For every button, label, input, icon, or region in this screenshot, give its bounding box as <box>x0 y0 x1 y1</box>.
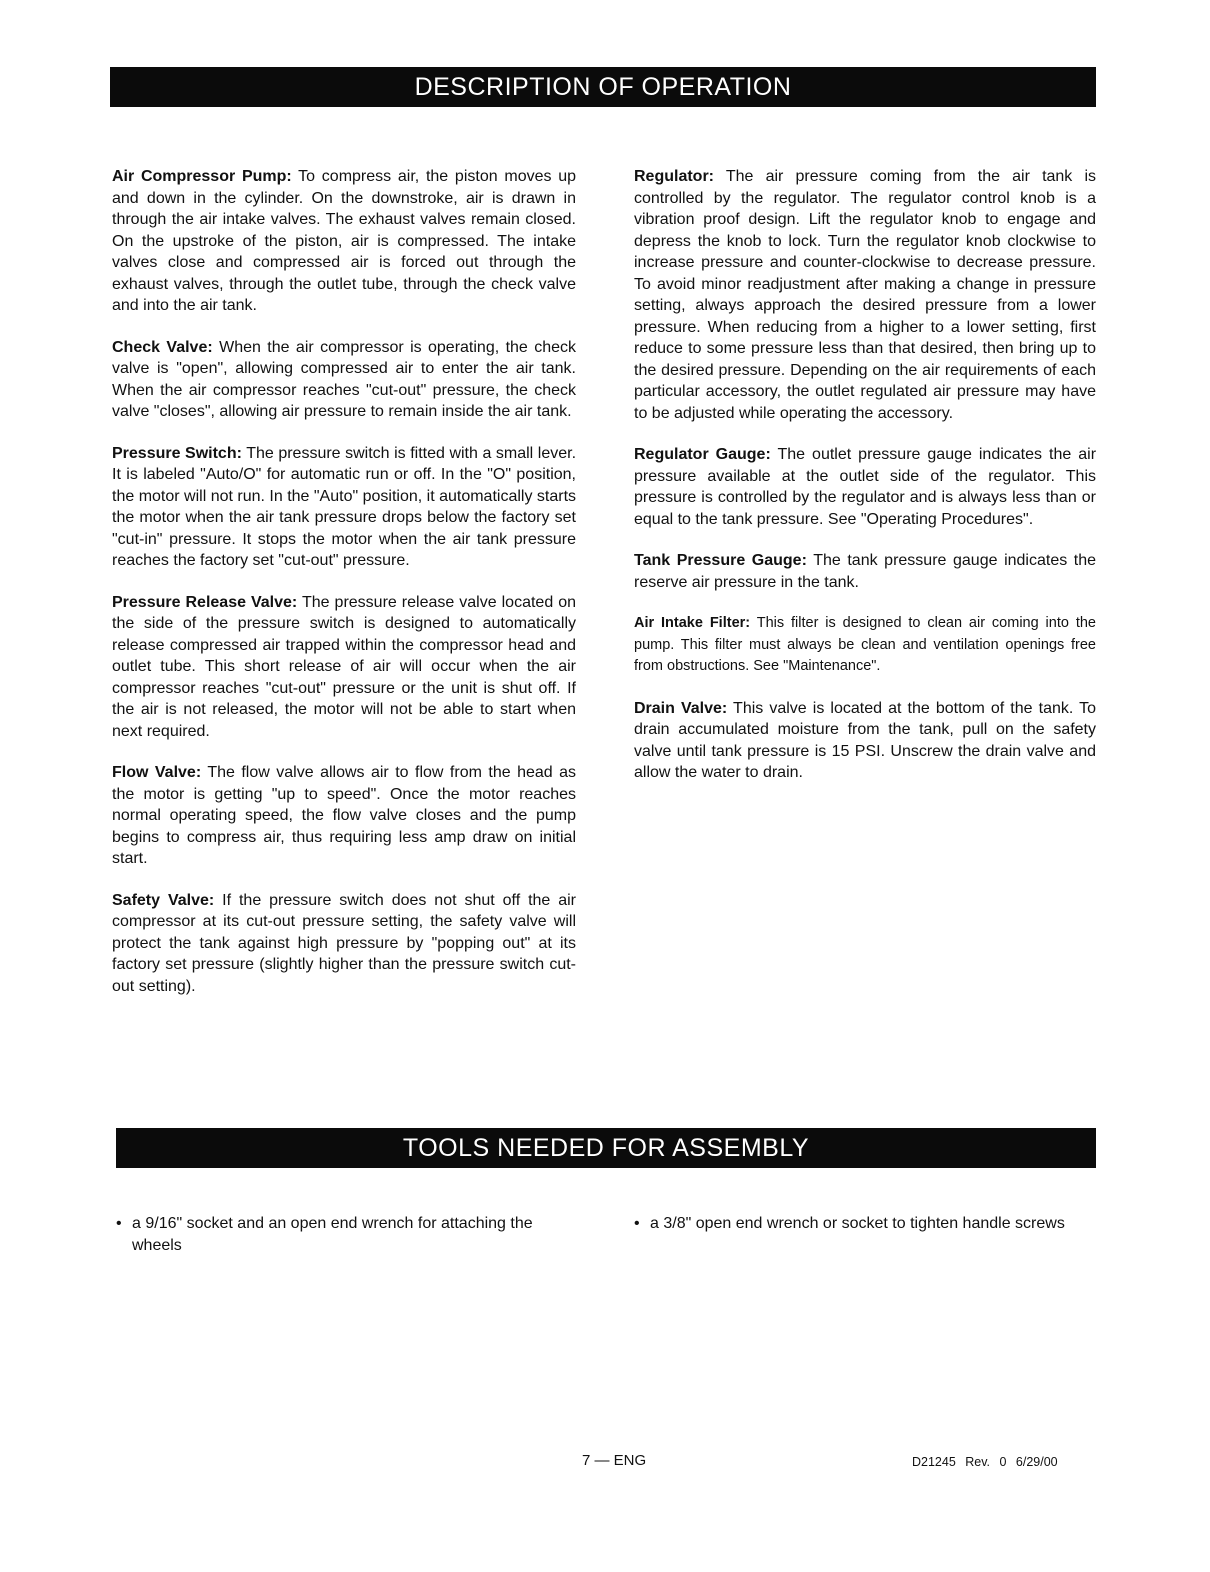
document-reference: D21245 Rev. 0 6/29/00 <box>912 1455 1058 1469</box>
paragraph-check-valve <box>112 337 576 423</box>
term-label: Flow Valve: <box>112 764 202 781</box>
term-label: Air Compressor Pump: <box>112 168 292 185</box>
paragraph-drain-valve <box>634 698 1096 784</box>
paragraph-safety-valve <box>112 890 576 998</box>
paragraph-text: To compress air, the piston moves up and down in the cylinder. On the downstroke, air is drawn in through the air intake valves. The exhaust valves remain closed. On the upstroke of the piston, air is compressed. The intake valves close and compressed air is forced out through the exhaust valves, through the outlet tube, through the check valve and into the air tank. <box>112 168 577 314</box>
paragraph-tank-pressure-gauge <box>634 550 1096 593</box>
paragraph-text: The tank pressure gauge indicates the reserve air pressure in the tank. <box>634 552 1097 591</box>
paragraph-pressure-switch <box>112 443 576 572</box>
paragraph-text: This valve is located at the bottom of the tank. To drain accumulated moisture from the tank, pull on the safety valve until tank pressure is 15 PSI. Unscrew the drain valve and allow the water to drain. <box>634 699 1097 781</box>
paragraph-flow-valve <box>112 762 576 870</box>
paragraph-air-intake-filter <box>634 613 1096 678</box>
page-number: 7 — ENG <box>582 1452 647 1469</box>
paragraph-text: The outlet pressure gauge indicates the air pressure available at the outlet side of the regulator. This pressure is controlled by the regulator and is always less than or equal to the tank pressure. See "Operating Procedures". <box>634 446 1097 528</box>
term-label: Safety Valve: <box>112 891 215 909</box>
left-column <box>112 166 576 1017</box>
list-item <box>634 1213 1094 1235</box>
paragraph-air-compressor-pump <box>112 166 576 317</box>
list-item-text: a 3/8" open end wrench or socket to tighten handle screws <box>650 1215 1065 1232</box>
paragraph-regulator-gauge <box>634 444 1096 530</box>
paragraph-text: The flow valve allows air to flow from the head as the motor is getting "up to speed". Once the motor reaches normal operating speed, the flow valve closes and the pump begins to compress air, thus requiring less amp draw on initial start. <box>112 764 577 867</box>
bullet-icon: • <box>116 1215 122 1232</box>
paragraph-text: When the air compressor is operating, the check valve is "open", allowing compressed air to enter the air tank. When the air compressor reaches "cut-out" pressure, the check valve "closes", allowing air pressure to remain inside the air tank. <box>112 338 577 420</box>
right-column <box>634 166 1096 804</box>
term-label: Drain Valve: <box>634 699 728 717</box>
paragraph-pressure-release-valve <box>112 592 576 743</box>
term-label: Tank Pressure Gauge: <box>634 552 807 569</box>
paragraph-text: The pressure switch is fitted with a small lever. It is labeled "Auto/O" for automatic run or off. In the "O" position, the motor will not run. In the "Auto" position, it automatically starts the motor when the air tank pressure drops below the factory set "cut-in" pressure. It stops the motor when the air tank pressure reaches the factory set "cut-out" pressure. <box>112 444 577 569</box>
bullet-icon: • <box>634 1215 640 1232</box>
paragraph-regulator <box>634 166 1096 424</box>
term-label: Regulator Gauge: <box>634 446 771 463</box>
term-label: Pressure Release Valve: <box>112 593 298 611</box>
tools-list-right <box>634 1213 1094 1235</box>
paragraph-text: The pressure release valve located on the side of the pressure switch is designed to automatically release compressed air trapped within the compressor head and outlet tube. This short release of air will occur when the air compressor reaches "cut-out" pressure or the unit is shut off. If the air is not released, the motor will not be able to start when next required. <box>112 593 577 740</box>
tools-list-left <box>116 1213 586 1256</box>
section-heading-tools: TOOLS NEEDED FOR ASSEMBLY <box>116 1128 1096 1168</box>
list-item <box>116 1213 586 1256</box>
term-label: Check Valve: <box>112 338 213 356</box>
paragraph-text: If the pressure switch does not shut off the air compressor at its cut-out pressure setting, the safety valve will protect the tank against high pressure by "popping out" at its factory set pressure (slightly higher than the pressure switch cut-out setting). <box>112 891 577 995</box>
term-label: Regulator: <box>634 168 714 185</box>
term-label: Air Intake Filter: <box>634 615 751 631</box>
term-label: Pressure Switch: <box>112 444 242 462</box>
paragraph-text: The air pressure coming from the air tank is controlled by the regulator. The regulator control knob is a vibration proof design. Lift the regulator knob to engage and depress the knob to lock. Turn the regulator knob clockwise to increase pressure and counter-clockwise to decrease pressure. To avoid minor readjustment after making a change in pressure setting, always approach the desired pressure from a lower pressure. When reducing from a higher to a lower setting, first reduce to some pressure less than that desired, then bring up to the desired pressure. Depending on the air requirements of each particular accessory, the outlet regulated air pressure may have to be adjusted while operating the accessory. <box>634 168 1097 422</box>
section-heading-description: DESCRIPTION OF OPERATION <box>110 67 1096 107</box>
list-item-text: a 9/16" socket and an open end wrench for attaching the wheels <box>132 1215 533 1254</box>
paragraph-text: This filter is designed to clean air coming into the pump. This filter must always be clean and ventilation openings free from obstructions. See "Maintenance". <box>634 615 1096 674</box>
